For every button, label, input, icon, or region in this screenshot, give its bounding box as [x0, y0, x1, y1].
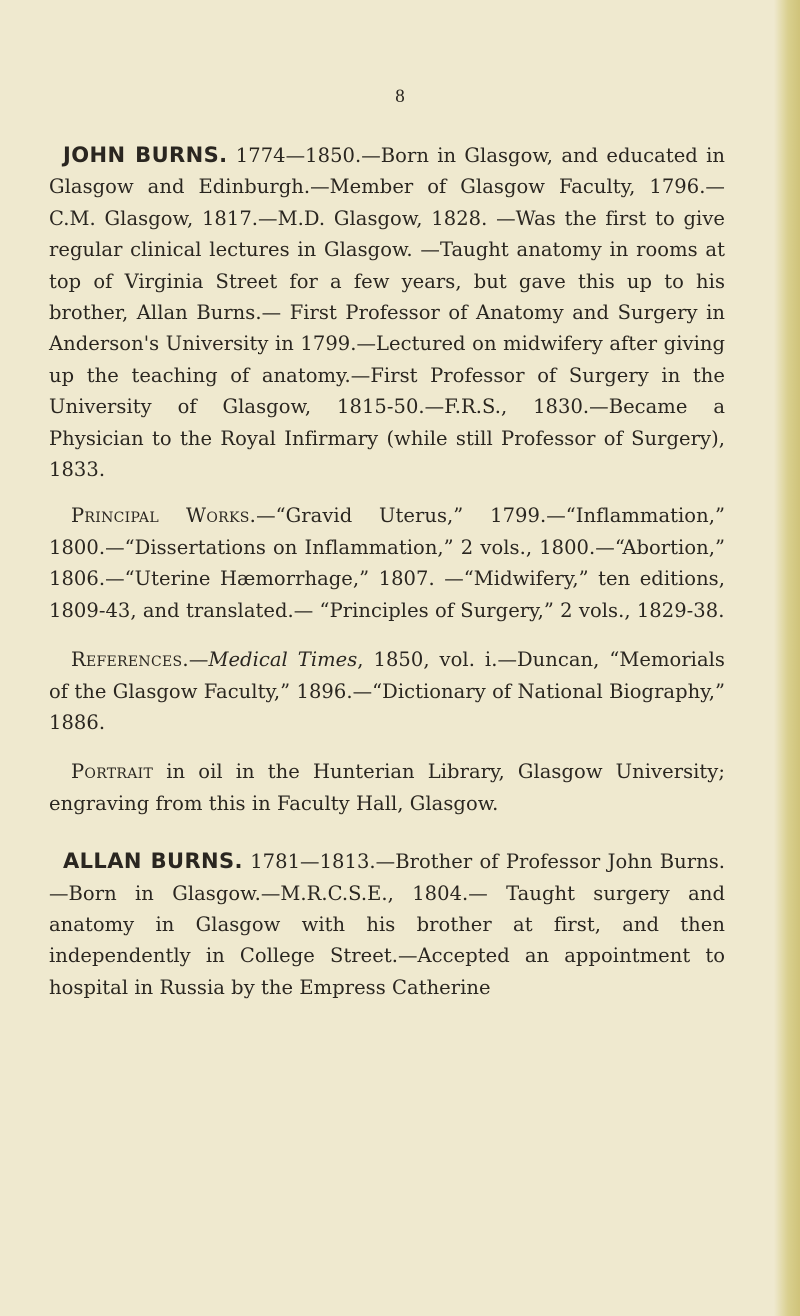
allan-burns-bio: 1781—1813.—Brother of Professor John Burns.—Born in Glasgow.—M.R.C.S.E., 1804.— Taught surgery and anatomy in Glasgow with his brother at first, and then independently in College Street.—Accepted an appointment to hospital in Russia by the Empress Catherine	[49, 850, 726, 999]
page-number: 8	[395, 86, 405, 107]
principal-works	[49, 500, 725, 626]
portrait-text: in oil in the Hunterian Library, Glasgow University; engraving from this in Faculty Hall, Glasgow.	[49, 760, 725, 815]
references-italic-title: Medical Times	[208, 648, 358, 672]
john-burns-entry	[49, 140, 725, 485]
page-body	[49, 140, 725, 1003]
allan-burns-entry	[49, 846, 725, 1003]
allan-burns-heading: ALLAN BURNS.	[63, 849, 243, 874]
john-burns-bio: 1774—1850.—Born in Glasgow, and educated in Glasgow and Edinburgh.—Member of Glasgow Faculty, 1796.—C.M. Glasgow, 1817.—M.D. Glasgow, 1828. —Was the first to give regular clinical lectures in Glasgow. —Taught anatomy in rooms at top of Virginia Street for a few years, but gave this up to his brother, Allan Burns.— First Professor of Anatomy and Surgery in Anderson's University in 1799.—Lectured on midwifery after giving up the teaching of anatomy.—First Professor of Surgery in the University of Glasgow, 1815-50.—F.R.S., 1830.—Became a Physician to the Royal Infirmary (while still Professor of Surgery), 1833.	[49, 144, 726, 482]
portrait-label: Portrait	[71, 760, 154, 784]
principal-works-label: Principal Works.	[71, 504, 257, 528]
references-text: , 1850, vol. i.—Duncan, “Memorials of the Glasgow Faculty,” 1896.—“Dictionary of National Biography,” 1886.	[49, 648, 725, 734]
references	[49, 644, 725, 738]
john-burns-heading: JOHN BURNS.	[63, 143, 228, 167]
portrait-note	[49, 756, 725, 819]
references-dash: —	[188, 648, 209, 672]
principal-works-text: —“Gravid Uterus,” 1799.—“Inflammation,” 1800.—“Dissertations on Inflammation,” 2 vols., 1800.—“Abortion,” 1806.—“Uterine Hæmorrhage,” 1807. —“Midwifery,” ten editions, 1809-43, and translated.— “Principles of Surgery,” 2 vols., 1829-38.	[49, 504, 725, 622]
references-label: References.	[71, 648, 189, 672]
page-edge-shadow	[774, 0, 800, 1316]
